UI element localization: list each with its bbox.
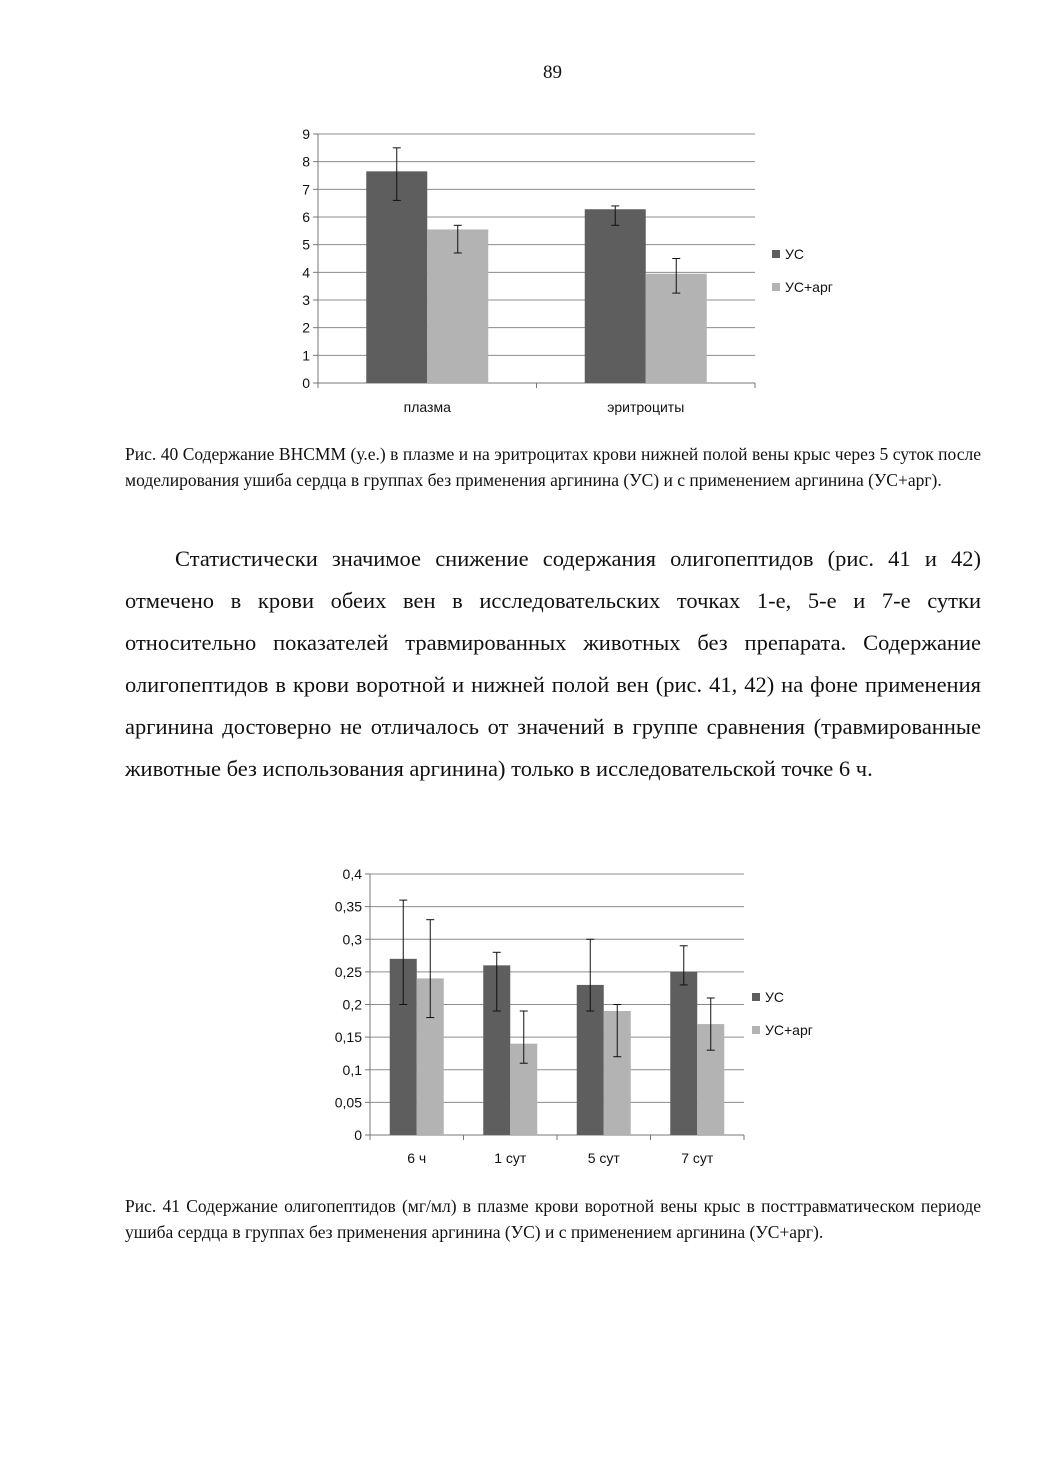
- y-tick-label: 1: [302, 347, 310, 364]
- legend-label: УС+арг: [765, 1022, 813, 1038]
- legend-label: УС: [785, 246, 805, 262]
- y-tick-label: 9: [302, 126, 310, 142]
- legend-swatch: [752, 1026, 760, 1034]
- y-tick-label: 0,1: [342, 1061, 362, 1078]
- body-paragraph: Статистически значимое снижение содержания олигопептидов (рис. 41 и 42) отмечено в крови обеих вен в исследовательских точках 1-е, 5-е и 7-е сутки относительно показателей травмированных животных без препарата. Содержание олигопептидов в крови воротной и нижней полой вен (рис. 41, 42) на фоне применения аргинина достоверно не отличалось от значений в группе сравнения (травмированные животные без использования аргинина) только в исследовательской точке 6 ч.: [125, 546, 981, 781]
- y-tick-label: 3: [302, 292, 310, 308]
- y-tick-label: 6: [302, 209, 310, 225]
- y-tick-label: 7: [302, 181, 310, 198]
- x-category-label: 7 сут: [681, 1150, 714, 1166]
- y-tick-label: 8: [302, 153, 310, 170]
- y-tick-label: 0: [302, 375, 310, 391]
- y-tick-label: 0,3: [342, 931, 362, 948]
- y-tick-label: 0,15: [334, 1029, 362, 1046]
- y-tick-label: 4: [302, 264, 310, 281]
- x-category-label: 6 ч: [407, 1150, 427, 1166]
- bar-us: [670, 972, 697, 1135]
- y-tick-label: 0,2: [342, 996, 362, 1013]
- y-tick-label: 2: [302, 319, 310, 336]
- figure-40-caption: Рис. 40 Содержание ВНСММ (у.е.) в плазме и на эритроцитах крови нижней полой вены крыс через 5 суток после моделирования ушиба сердца в группах без применения аргинина (УС) и с применением аргинина (УС+арг).: [125, 444, 981, 490]
- legend-label: УС+арг: [785, 279, 833, 295]
- legend-label: УС: [765, 989, 785, 1005]
- page-number: 89: [543, 62, 562, 83]
- x-category-label: плазма: [403, 399, 451, 415]
- x-category-label: эритроциты: [607, 399, 685, 415]
- legend-swatch: [752, 993, 760, 1001]
- y-tick-label: 0,05: [334, 1094, 362, 1111]
- y-tick-label: 0,25: [334, 963, 362, 980]
- y-tick-label: 5: [302, 236, 310, 253]
- y-tick-label: 0: [354, 1127, 362, 1143]
- x-category-label: 5 сут: [587, 1150, 620, 1166]
- figure-41-caption: Рис. 41 Содержание олигопептидов (мг/мл) в плазме крови воротной вены крыс в посттравматическом периоде ушиба сердца в группах без применения аргинина (УС) и с применением аргинина (УС+арг).: [125, 1196, 981, 1242]
- y-tick-label: 0,4: [342, 866, 362, 882]
- x-category-label: 1 сут: [494, 1150, 527, 1166]
- y-tick-label: 0,35: [334, 898, 362, 915]
